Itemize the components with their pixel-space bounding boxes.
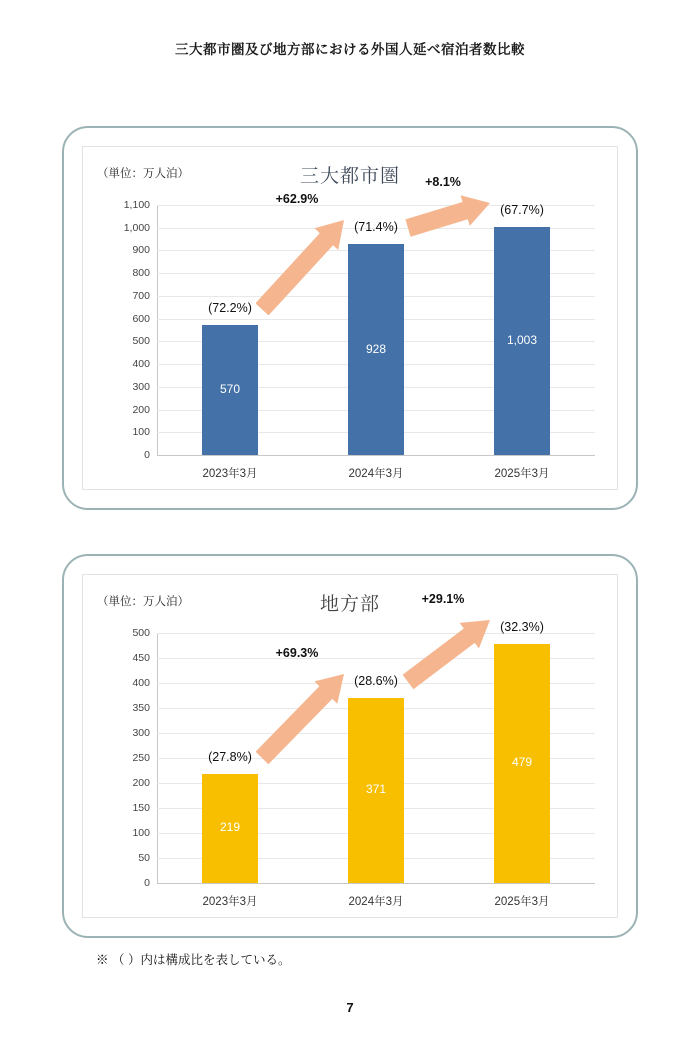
bar-value-label: 1,003 <box>506 333 538 348</box>
y-axis-tick-label: 900 <box>132 244 150 257</box>
footnote: ※ （ ）内は構成比を表している。 <box>96 953 291 967</box>
bar-value-label: 371 <box>365 782 387 797</box>
growth-rate-label: +62.9% <box>275 192 319 207</box>
y-axis-tick-label: 100 <box>132 827 150 839</box>
page-title: 三大都市圏及び地方部における外国人延べ宿泊者数比較 <box>175 42 525 57</box>
share-label: (72.2%) <box>208 301 252 316</box>
y-axis-tick-label: 500 <box>132 627 150 639</box>
share-label: (32.3%) <box>500 619 544 634</box>
growth-rate-label: +69.3% <box>275 645 319 660</box>
y-axis-tick-label: 0 <box>144 449 150 461</box>
chart-panel-major-metro <box>62 126 638 510</box>
bar <box>202 774 258 884</box>
y-axis-tick-label: 150 <box>132 802 150 814</box>
x-axis-tick-label: 2023年3月 <box>202 896 258 908</box>
bar-value-label: 219 <box>219 820 241 835</box>
y-axis-tick-label: 400 <box>132 358 150 371</box>
page-number: 7 <box>346 1000 354 1015</box>
growth-arrow-icon <box>256 650 362 782</box>
bar <box>494 227 550 455</box>
unit-label: （単位：万人泊） <box>97 596 189 608</box>
y-axis-tick-label: 1,000 <box>123 221 150 234</box>
bar-value-label: 928 <box>365 341 387 356</box>
y-axis-tick-label: 50 <box>138 852 150 864</box>
y-axis-tick-label: 300 <box>132 727 150 739</box>
chart-title: 地方部 <box>319 594 380 615</box>
y-axis-tick-label: 200 <box>132 403 150 416</box>
chart-title: 三大都市圏 <box>299 166 400 187</box>
x-axis-tick-label: 2023年3月 <box>202 468 258 480</box>
growth-arrow-icon <box>256 196 362 333</box>
y-axis-tick-label: 800 <box>132 267 150 280</box>
x-axis-tick-label: 2024年3月 <box>348 468 404 480</box>
bar-value-label: 479 <box>511 755 533 770</box>
y-axis-tick-label: 100 <box>132 426 150 439</box>
y-axis-tick-label: 450 <box>132 652 150 664</box>
growth-rate-label: +8.1% <box>425 175 461 190</box>
gridline <box>157 455 595 456</box>
y-axis-tick-label: 400 <box>132 677 150 689</box>
y-axis-tick-label: 200 <box>132 777 150 789</box>
y-axis-tick-label: 300 <box>132 380 150 393</box>
y-axis-tick-label: 500 <box>132 335 150 348</box>
growth-arrow-icon <box>402 179 508 252</box>
share-label: (28.6%) <box>354 673 398 688</box>
gridline <box>157 883 595 884</box>
growth-arrow-icon <box>402 596 508 706</box>
y-axis <box>157 205 158 455</box>
y-axis-tick-label: 1,100 <box>123 199 150 211</box>
chart-panel-regional <box>62 554 638 938</box>
share-label: (71.4%) <box>354 220 398 235</box>
unit-label: （単位：万人泊） <box>97 168 189 180</box>
y-axis-tick-label: 250 <box>132 752 150 764</box>
bar-value-label: 570 <box>219 382 241 397</box>
y-axis-tick-label: 700 <box>132 289 150 302</box>
y-axis-tick-label: 350 <box>132 702 150 714</box>
bar <box>202 325 258 455</box>
chart-frame <box>82 146 618 490</box>
share-label: (27.8%) <box>208 749 252 764</box>
x-axis-tick-label: 2025年3月 <box>494 468 550 480</box>
growth-rate-label: +29.1% <box>421 591 465 606</box>
x-axis-tick-label: 2025年3月 <box>494 896 550 908</box>
share-label: (67.7%) <box>500 203 544 218</box>
y-axis-tick-label: 0 <box>144 877 150 889</box>
x-axis-tick-label: 2024年3月 <box>348 896 404 908</box>
chart-frame <box>82 574 618 918</box>
y-axis-tick-label: 600 <box>132 312 150 325</box>
